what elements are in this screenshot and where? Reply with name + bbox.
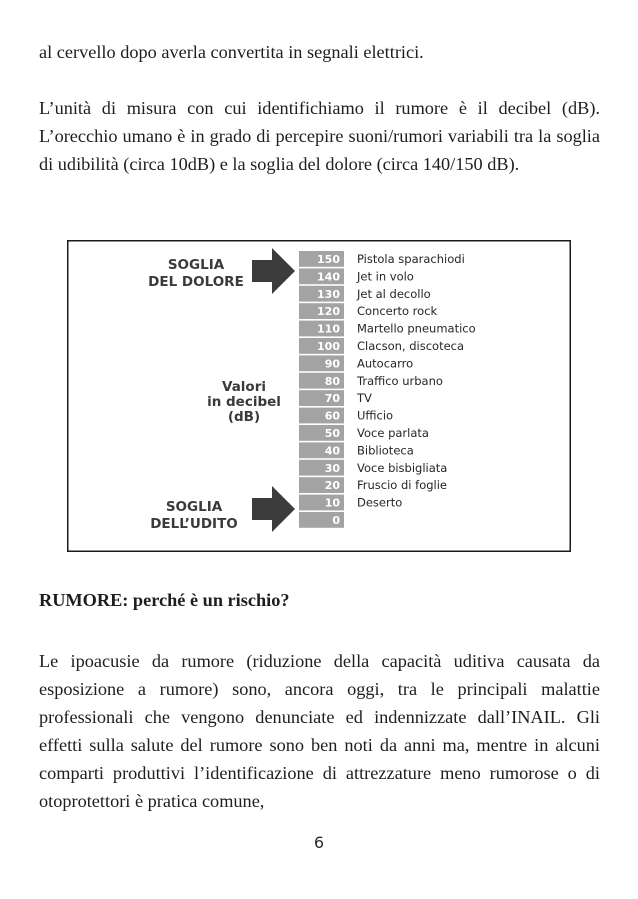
- hearing-threshold-label-line1: SOGLIA: [165, 499, 223, 515]
- paragraph-decibel: L’unità di misura con cui identifichiamo il rumore è il decibel (dB). L’orecchio umano è in grado di percepire suoni/rumori variabili tra la soglia di udibilità (circa 10dB) e la soglia del dolore (circa 140/150 dB).: [39, 98, 600, 174]
- decibel-scale-graphic: [67, 240, 571, 552]
- center-label-line2: in decibel: [207, 394, 281, 410]
- hearing-threshold-label-line2: DELL’UDITO: [150, 516, 238, 532]
- scale-value: 110: [317, 322, 340, 336]
- scale-source-label: Ufficio: [357, 408, 394, 423]
- center-label-line3: (dB): [227, 409, 261, 425]
- scale-value: 0: [332, 514, 340, 527]
- scale-value: 80: [324, 374, 340, 388]
- scale-source-label: Martello pneumatico: [357, 321, 476, 336]
- scale-source-label: Voce bisbigliata: [357, 460, 448, 475]
- scale-source-label: TV: [357, 391, 372, 406]
- pain-threshold-label-line1: SOGLIA: [167, 257, 225, 273]
- scale-value: 70: [324, 392, 340, 406]
- scale-value: 50: [324, 427, 340, 440]
- scale-value: 100: [317, 340, 340, 353]
- scale-value: 140: [317, 270, 340, 284]
- scale-source-label: Pistola sparachiodi: [357, 252, 465, 266]
- scale-source-label: Jet in volo: [357, 269, 414, 284]
- center-label-line1: Valori: [221, 379, 267, 395]
- scale-value: 30: [324, 461, 340, 475]
- scale-value: 60: [324, 409, 340, 423]
- scale-value: 120: [317, 305, 340, 319]
- scale-source-label: Fruscio di foglie: [357, 478, 447, 493]
- decibel-scale-figure: [67, 240, 571, 552]
- scale-value: 90: [324, 357, 340, 371]
- scale-value: 150: [317, 253, 340, 266]
- scale-source-label: Autocarro: [357, 356, 414, 371]
- pain-threshold-label-line2: DEL DOLORE: [148, 274, 244, 290]
- paragraph-intro-end: al cervello dopo averla convertita in segnali elettrici.: [39, 42, 424, 62]
- scale-value: 130: [317, 287, 340, 301]
- scale-source-label: Deserto: [357, 495, 403, 510]
- scale-source-label: Concerto rock: [357, 304, 438, 319]
- scale-source-label: Jet al decollo: [357, 286, 431, 301]
- scale-source-label: Voce parlata: [357, 426, 429, 440]
- scale-value: 40: [324, 444, 340, 458]
- scale-source-label: Traffico urbano: [357, 373, 443, 388]
- section-heading: RUMORE: perché è un rischio?: [39, 590, 290, 610]
- scale-source-label: Clacson, discoteca: [357, 339, 465, 353]
- paragraph-risk: Le ipoacusie da rumore (riduzione della capacità uditiva causata da esposizione a rumore) sono, ancora oggi, tra le principali malattie professionali che vengono denunciate ed indennizzate dall’INAIL. Gli effetti sulla salute del rumore sono ben noti da anni ma, mentre in alcuni comparti produttivi l’identificazione di attrezzature meno rumorose o di otoprotettori è pratica comune,: [39, 651, 600, 811]
- scale-value: 20: [324, 479, 340, 493]
- scale-value: 10: [324, 496, 340, 510]
- page-number: 6: [313, 833, 325, 852]
- scale-source-label: Biblioteca: [357, 443, 414, 458]
